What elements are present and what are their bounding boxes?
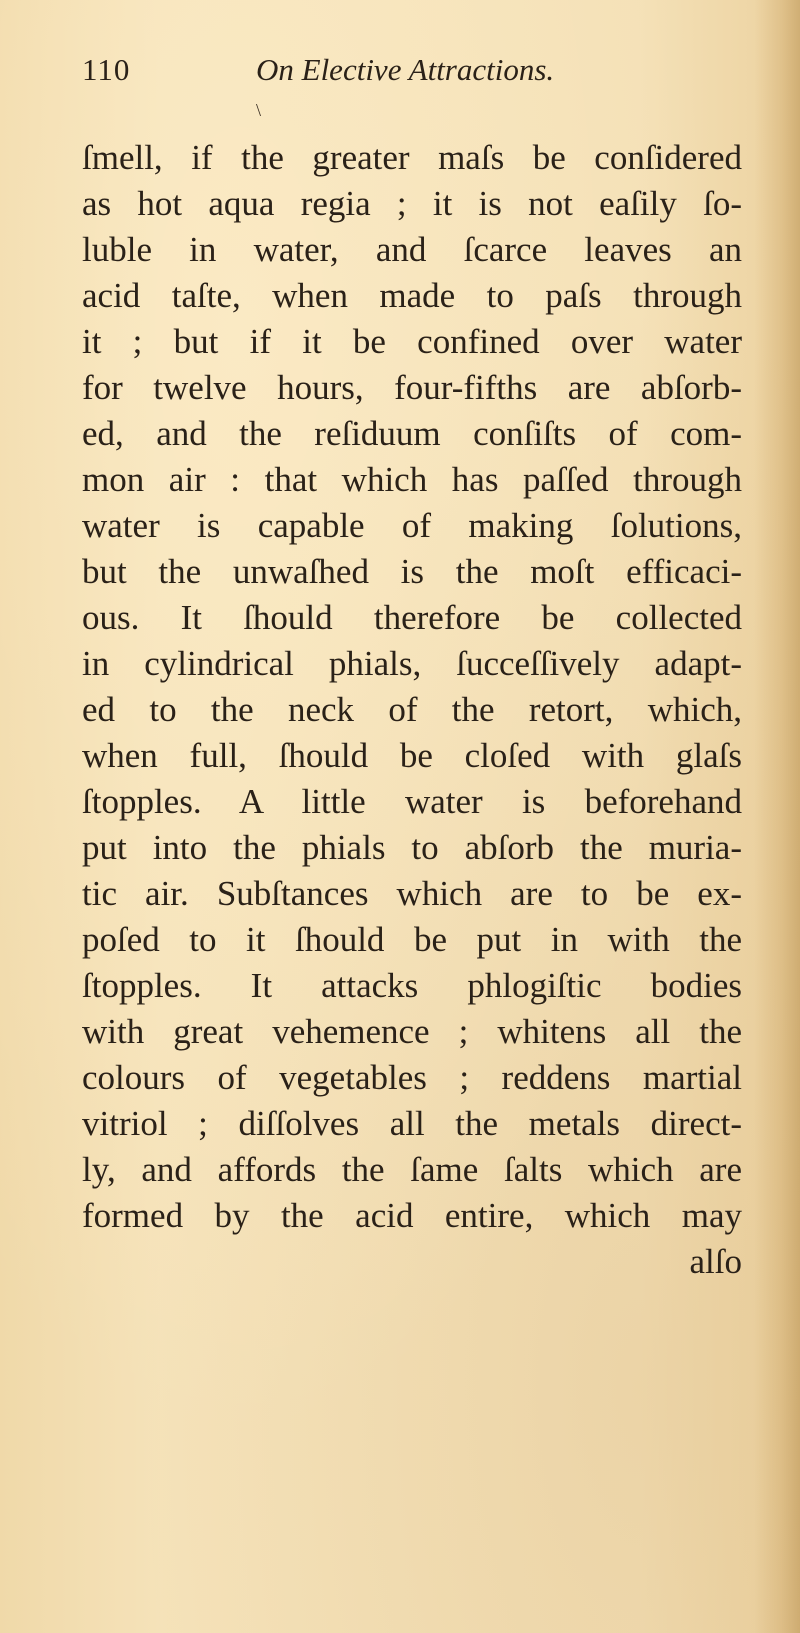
text-line: but the unwaſhed is the moſt efficaci- xyxy=(82,552,742,591)
text-line: mon air : that which has paſſed through xyxy=(82,460,742,499)
text-line: in cylindrical phials, ſucceſſively adapt- xyxy=(82,644,742,683)
text-line: as hot aqua regia ; it is not eaſily ſo- xyxy=(82,184,742,223)
catchword: alſo xyxy=(689,1242,742,1281)
stray-mark: \ xyxy=(256,100,262,120)
page-number: 110 xyxy=(82,52,131,87)
page-header xyxy=(82,52,722,102)
text-line: ous. It ſhould therefore be collected xyxy=(82,598,742,637)
text-line: when full, ſhould be cloſed with glaſs xyxy=(82,736,742,775)
page-edge-shadow xyxy=(754,0,800,1633)
text-line: ſtopples. It attacks phlogiſtic bodies xyxy=(82,966,742,1005)
text-line: it ; but if it be confined over water xyxy=(82,322,742,361)
text-line: ſtopples. A little water is beforehand xyxy=(82,782,742,821)
text-line: poſed to it ſhould be put in with the xyxy=(82,920,742,959)
text-line: ed to the neck of the retort, which, xyxy=(82,690,742,729)
text-line: for twelve hours, four-fifths are abſorb- xyxy=(82,368,742,407)
text-line: ed, and the reſiduum conſiſts of com- xyxy=(82,414,742,453)
text-line: colours of vegetables ; reddens martial xyxy=(82,1058,742,1097)
text-line: ſmell, if the greater maſs be conſidered xyxy=(82,138,742,177)
text-line: with great vehemence ; whitens all the xyxy=(82,1012,742,1051)
body-text xyxy=(82,135,742,1285)
text-line: put into the phials to abſorb the muria- xyxy=(82,828,742,867)
running-head: On Elective Attractions. xyxy=(256,52,555,87)
text-line: tic air. Subſtances which are to be ex- xyxy=(82,874,742,913)
text-line: ly, and affords the ſame ſalts which are xyxy=(82,1150,742,1189)
text-line: luble in water, and ſcarce leaves an xyxy=(82,230,742,269)
text-line: vitriol ; diſſolves all the metals direct- xyxy=(82,1104,742,1143)
text-line: formed by the acid entire, which may xyxy=(82,1196,742,1235)
text-line: acid taſte, when made to paſs through xyxy=(82,276,742,315)
text-line: water is capable of making ſolutions, xyxy=(82,506,742,545)
